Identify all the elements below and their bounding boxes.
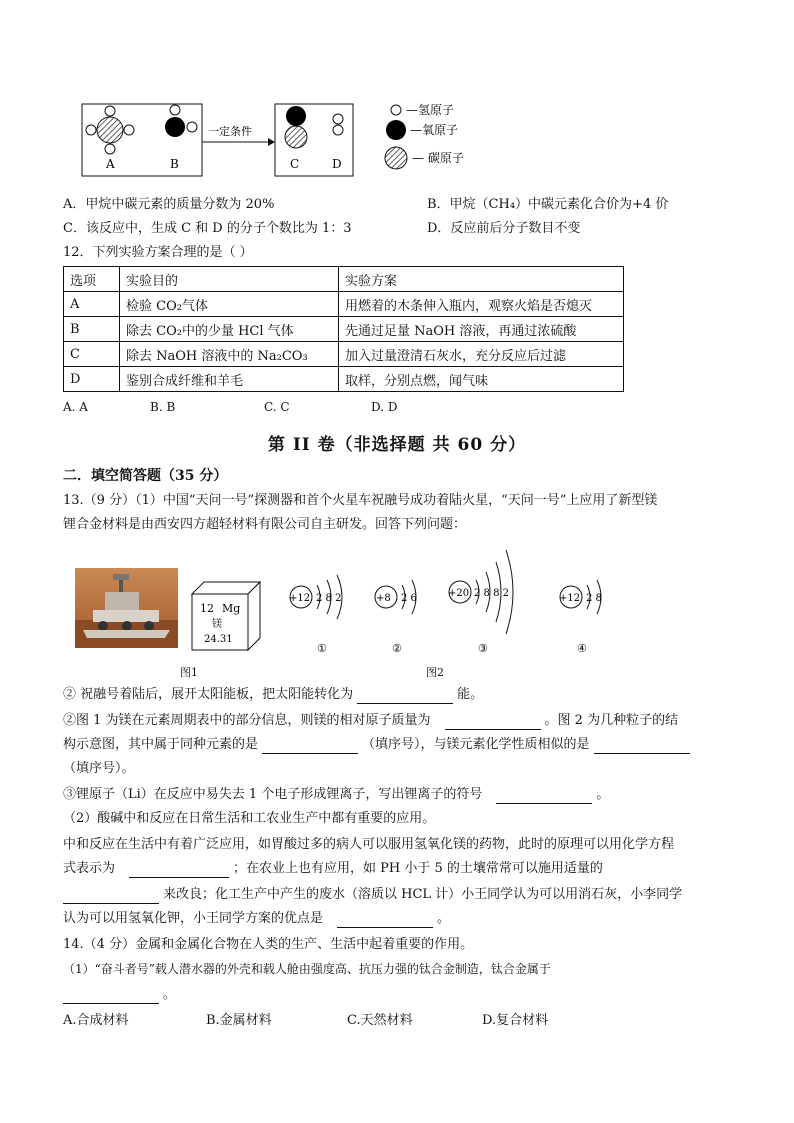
legend-carbon: — 碳原子 bbox=[412, 151, 464, 165]
q14-stem: 14.（4 分）金属和金属化合物在人类的生产、生活中起着重要的作用。 bbox=[63, 937, 474, 952]
legend-hydrogen: —氢原子 bbox=[406, 103, 455, 117]
answer-blank[interactable] bbox=[496, 789, 592, 804]
reactant-box bbox=[82, 104, 202, 176]
table-cell: 加入过量澄清石灰水，充分反应后过滤 bbox=[339, 342, 624, 367]
experiment-table bbox=[63, 266, 624, 392]
hydrogen-atom-icon bbox=[105, 106, 115, 116]
label-b: B bbox=[170, 157, 179, 171]
q14-p1-answer: 。 bbox=[63, 986, 176, 1004]
table-cell: B bbox=[64, 317, 120, 342]
q13-p2: （2）酸碱中和反应在日常生活和工农业生产中都有重要的应用。 bbox=[63, 811, 436, 826]
answer-blank[interactable] bbox=[594, 739, 690, 754]
structure-2 bbox=[370, 568, 430, 658]
structure-3 bbox=[444, 544, 524, 658]
answer-blank[interactable] bbox=[63, 889, 159, 904]
legend-carbon-icon bbox=[385, 147, 407, 169]
q13-s2-line3: （填序号）。 bbox=[63, 761, 135, 776]
figure-1-label: 图1 bbox=[180, 666, 198, 679]
q13-intro-line2: 锂合金材料是由西安四方超轻材料有限公司自主研发。回答下列问题： bbox=[63, 517, 467, 532]
svg-text:③: ③ bbox=[478, 642, 488, 655]
table-cell: C bbox=[64, 342, 120, 367]
hydrogen-atom-icon bbox=[170, 105, 180, 115]
arrow-label: 一定条件 bbox=[208, 125, 252, 138]
svg-text:①: ① bbox=[317, 642, 327, 655]
q14-p1: （1）“奋斗者号”载人潜水器的外壳和载人舱由强度高、抗压力强的钛合金制造，钛合金属于 bbox=[63, 962, 551, 976]
hydrogen-atom-icon bbox=[187, 122, 197, 132]
q14-option-a: A.合成材料 bbox=[63, 1013, 129, 1028]
table-row bbox=[64, 367, 624, 392]
answer-blank[interactable] bbox=[63, 989, 159, 1004]
table-header: 实验目的 bbox=[120, 267, 339, 292]
label-a: A bbox=[106, 157, 115, 171]
q13-p2-line4: 认为可以用氢氧化钾，小王同学方案的优点是 。 bbox=[63, 911, 451, 926]
q13-p2-line1: 中和反应在生活中有着广泛应用，如胃酸过多的病人可以服用氢氧化镁的药物，此时的原理可以用化学方程 bbox=[63, 837, 675, 852]
svg-text:+20: +20 bbox=[448, 588, 470, 599]
q13-s2-line1: ②图 1 为镁在元素周期表中的部分信息，则镁的相对原子质量为 。图 2 为几种粒子的结 bbox=[63, 713, 679, 728]
table-cell: D bbox=[64, 367, 120, 392]
table-cell: 取样，分别点燃，闻气味 bbox=[339, 367, 624, 392]
hydrogen-atom-icon bbox=[124, 125, 134, 135]
svg-text:2 6: 2 6 bbox=[401, 593, 417, 604]
q12-answer-c: C. C bbox=[264, 400, 290, 414]
q13-s3: ③锂原子（Li）在反应中易失去 1 个电子形成锂离子，写出锂离子的符号 。 bbox=[63, 787, 610, 802]
q14-option-c: C.天然材料 bbox=[347, 1013, 413, 1028]
q12-answer-d: D. D bbox=[371, 400, 398, 414]
table-header: 选项 bbox=[64, 267, 120, 292]
element-number: 12 bbox=[200, 602, 214, 615]
answer-blank[interactable] bbox=[337, 913, 433, 928]
table-cell: 除去 NaOH 溶液中的 Na₂CO₃ bbox=[120, 342, 339, 367]
figure-2-label: 图2 bbox=[426, 666, 444, 679]
arrow-head-icon bbox=[268, 138, 275, 146]
q13-s1: ② 祝融号着陆后，展开太阳能板，把太阳能转化为 能。 bbox=[63, 687, 484, 702]
element-card bbox=[190, 580, 262, 652]
table-row bbox=[64, 317, 624, 342]
oxygen-atom-icon bbox=[286, 106, 306, 126]
section-title: 第 II 卷（非选择题 共 60 分） bbox=[267, 435, 527, 455]
svg-text:2 8: 2 8 bbox=[586, 593, 602, 604]
label-c: C bbox=[290, 157, 300, 171]
hydrogen-atom-icon bbox=[333, 125, 343, 135]
hydrogen-atom-icon bbox=[86, 125, 96, 135]
hydrogen-atom-icon bbox=[333, 114, 343, 124]
reaction-diagram bbox=[80, 100, 480, 180]
q12-stem: 12．下列实验方案合理的是（ ） bbox=[63, 245, 253, 260]
svg-text:+12: +12 bbox=[559, 593, 581, 604]
label-d: D bbox=[332, 157, 342, 171]
hydrogen-atom-icon bbox=[105, 144, 115, 154]
q11-option-c: C．该反应中，生成 C 和 D 的分子个数比为 1：3 bbox=[63, 221, 352, 236]
table-row bbox=[64, 292, 624, 317]
q11-option-b: B．甲烷（CH₄）中碳元素化合价为+4 价 bbox=[427, 197, 669, 212]
carbon-atom-icon bbox=[285, 126, 307, 148]
answer-blank[interactable] bbox=[445, 715, 541, 730]
carbon-atom-icon bbox=[97, 117, 123, 143]
svg-text:+8: +8 bbox=[376, 593, 391, 604]
element-mass: 24.31 bbox=[204, 634, 233, 645]
table-cell: A bbox=[64, 292, 120, 317]
answer-blank[interactable] bbox=[129, 863, 229, 878]
q13-intro-line1: 13.（9 分）（1）中国“天问一号”探测器和首个火星车祝融号成功着陆火星，“天问一号”上应用了新型镁 bbox=[63, 493, 658, 508]
table-row bbox=[64, 342, 624, 367]
table-cell: 除去 CO₂中的少量 HCl 气体 bbox=[120, 317, 339, 342]
svg-text:②: ② bbox=[392, 642, 402, 655]
table-header-row bbox=[64, 267, 624, 292]
svg-text:2 8 8 2: 2 8 8 2 bbox=[474, 588, 509, 599]
table-cell: 检验 CO₂气体 bbox=[120, 292, 339, 317]
q14-option-d: D.复合材料 bbox=[482, 1013, 549, 1028]
mars-rover-photo bbox=[75, 568, 178, 648]
structure-4 bbox=[555, 568, 615, 658]
q11-option-a: A．甲烷中碳元素的质量分数为 20% bbox=[63, 197, 275, 212]
table-header: 实验方案 bbox=[339, 267, 624, 292]
oxygen-atom-icon bbox=[165, 117, 185, 137]
table-cell: 用燃着的木条伸入瓶内，观察火焰是否熄灭 bbox=[339, 292, 624, 317]
q13-p2-line2: 式表示为 ；在农业上也有应用，如 PH 小于 5 的土壤常常可以施用适量的 bbox=[63, 861, 603, 876]
svg-text:+12: +12 bbox=[289, 593, 311, 604]
element-name: 镁 bbox=[212, 619, 222, 630]
svg-text:④: ④ bbox=[577, 642, 587, 655]
legend-hydrogen-icon bbox=[391, 105, 401, 115]
part-heading: 二．填空简答题（35 分） bbox=[63, 468, 228, 484]
answer-blank[interactable] bbox=[262, 739, 358, 754]
table-cell: 先通过足量 NaOH 溶液，再通过浓硫酸 bbox=[339, 317, 624, 342]
q14-option-b: B.金属材料 bbox=[206, 1013, 272, 1028]
structure-1 bbox=[285, 568, 355, 658]
table-cell: 鉴别合成纤维和羊毛 bbox=[120, 367, 339, 392]
q13-p2-line3: 来改良；化工生产中产生的废水（溶质以 HCL 计）小王同学认为可以用消石灰，小李同学 bbox=[63, 886, 682, 904]
q13-s2-line2: 构示意图，其中属于同种元素的是 （填序号），与镁元素化学性质相似的是 bbox=[63, 736, 694, 754]
answer-blank[interactable] bbox=[357, 689, 453, 704]
legend-oxygen: —氧原子 bbox=[410, 123, 459, 137]
svg-text:2 8 2: 2 8 2 bbox=[316, 593, 342, 604]
element-symbol: Mg bbox=[222, 602, 241, 615]
q11-option-d: D．反应前后分子数目不变 bbox=[427, 221, 581, 236]
q12-answer-b: B. B bbox=[150, 400, 176, 414]
legend-oxygen-icon bbox=[386, 120, 406, 140]
q12-answer-a: A. A bbox=[63, 400, 88, 414]
